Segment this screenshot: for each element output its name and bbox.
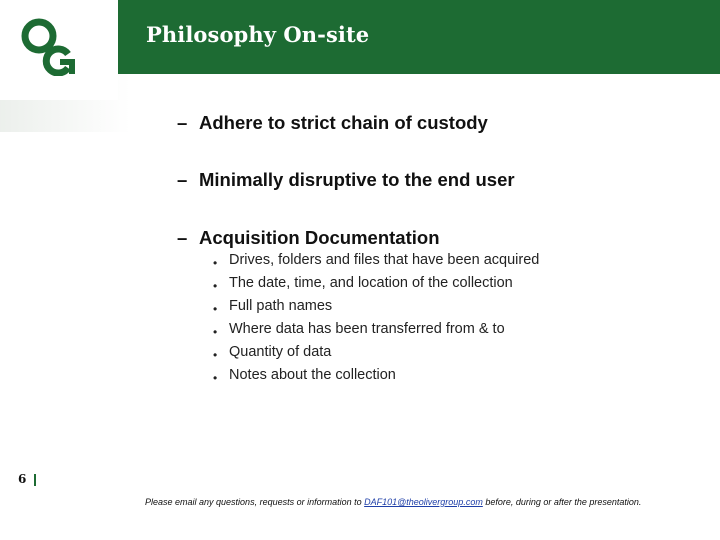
main-item <box>177 112 488 134</box>
bullet-marker: • <box>213 279 218 293</box>
footer-email-link[interactable]: DAF101@theolivergroup.com <box>364 497 483 507</box>
og-logo-icon <box>18 14 76 76</box>
footer-text-before: Please email any questions, requests or information to <box>145 497 365 507</box>
sub-item: Full path names <box>229 298 333 314</box>
main-item <box>177 227 440 249</box>
dash-marker: – <box>177 227 188 248</box>
sub-item: The date, time, and location of the collection <box>229 275 513 291</box>
bullet-marker: • <box>213 325 218 339</box>
bullet-marker: • <box>213 256 218 270</box>
bullet-marker: • <box>213 348 218 362</box>
logo-area <box>0 0 118 100</box>
dash-marker: – <box>177 112 188 133</box>
footer-note <box>145 496 655 508</box>
main-item-text: Acquisition Documentation <box>199 227 440 248</box>
main-item <box>177 169 515 191</box>
main-item-text: Adhere to strict chain of custody <box>199 112 488 133</box>
page-number-divider <box>34 474 36 486</box>
page-number: 6 <box>18 472 27 486</box>
bullet-marker: • <box>213 302 218 316</box>
sub-item: Drives, folders and files that have been acquired <box>229 252 540 268</box>
main-item-text: Minimally disruptive to the end user <box>199 169 515 190</box>
sub-item: Where data has been transferred from & to <box>229 321 505 337</box>
sub-item: Quantity of data <box>229 344 332 360</box>
sub-item: Notes about the collection <box>229 367 396 383</box>
slide-title: Philosophy On-site <box>146 22 370 47</box>
bullet-marker: • <box>213 371 218 385</box>
footer-text-after: before, during or after the presentation. <box>482 497 642 507</box>
dash-marker: – <box>177 169 188 190</box>
